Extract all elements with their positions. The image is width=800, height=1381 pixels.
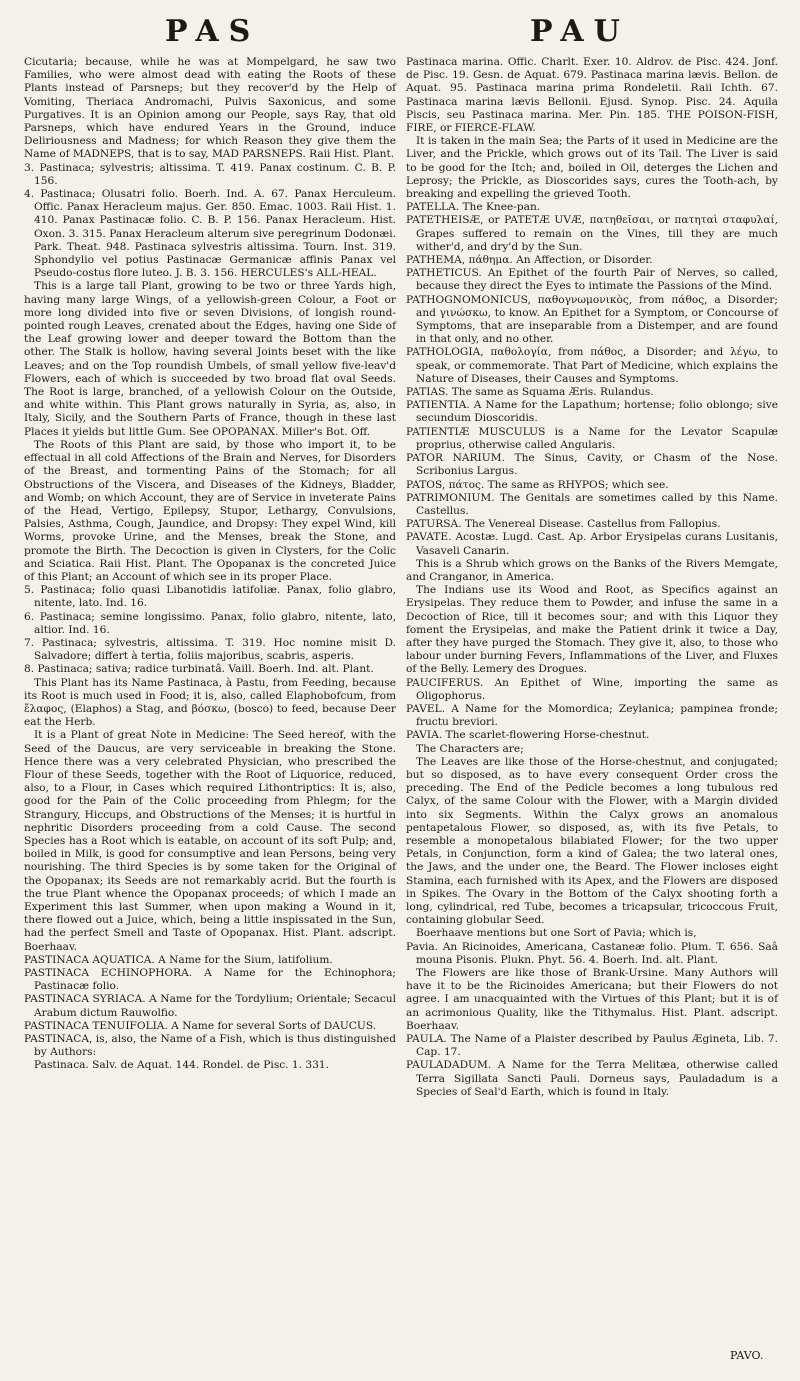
paragraph: PATHOLOGIA, παθολογία, from πάθος, a Disorder; and λέγω, to speak, or commemorate. That Part of Medicine, which explains the Nature of Diseases, their Causes and Symptoms. — [406, 346, 778, 385]
paragraph: Pastinaca marina. Offic. Charlt. Exer. 10. Aldrov. de Pisc. 424. Jonf. de Pisc. 19. Gesn. de Aquat. 679. Pastinaca marina lævis. Bellon. de Aquat. 95. Pastinaca marina prima Rondeletii. Raii Ichth. 67. Pastinaca marina lævis Bellonii. Ejusd. Synop. Pisc. 24. Aquila Piscis, seu Pastinaca marina. Mer. Pin. 185. THE POISON-FISH, FIRE, or FIERCE-FLAW. — [406, 56, 778, 135]
paragraph: The Flowers are like those of Brank-Ursine. Many Authors will have it to be the Ricinoides Americana; but their Flowers do not agree. I am unacquainted with the Virtues of this Plant; but it is of an acrimonious Quality, like the Tithymalus. Hist. Plant. adscript. Boerhaav. — [406, 967, 778, 1032]
paragraph: 6. Pastinaca; semine longissimo. Panax, folio glabro, nitente, lato, altior. Ind. 16. — [24, 610, 396, 636]
right-column — [406, 56, 778, 1099]
paragraph: PATURSA. The Venereal Disease. Castellus from Fallopius. — [406, 518, 721, 531]
paragraph: Boerhaave mentions but one Sort of Pavia; which is, — [416, 927, 697, 940]
paragraph: Pavia. An Ricinoides, Americana, Castaneæ folio. Plum. T. 656. Saâ mouna Pisonis. Plukn. Phyt. 56. 4. Boerh. Ind. alt. Plant. — [406, 940, 778, 966]
paragraph: 8. Pastinaca; sativa; radice turbinatâ. Vaill. Boerh. Ind. alt. Plant. — [24, 663, 374, 676]
paragraph: PATIENTIA. A Name for the Lapathum; hortense; folio oblongo; sive secundum Dioscoridis. — [406, 399, 778, 425]
paragraph: The Roots of this Plant are said, by those who import it, to be effectual in all cold Affections of the Brain and Nerves, for Disorders of the Breast, and tormenting Pains of the Stomach; for all Obstructions of the Viscera, and Diseases of the Kidneys, Bladder, and Womb; on which Account, they are of Service in inveterate Pains of the Head, Vertigo, Epilepsy, Stupor, Lethargy, Convulsions, Palsies, Asthma, Cough, Jaundice, and Dropsy: They expel Wind, kill Worms, provoke Urine, and the Menses, break the Stone, and promote the Birth. The Decoction is given in Clysters, for the Colic and Sciatica. Raii Hist. Plant. The Opopanax is the concreted Juice of this Plant; an Account of which see in its proper Place. — [24, 438, 396, 583]
catchword: PAVO. — [730, 1349, 764, 1362]
paragraph: PATHETICUS. An Epithet of the fourth Pair of Nerves, so called, because they direct the Eyes to intimate the Passions of the Mind. — [406, 267, 778, 293]
paragraph: This is a Shrub which grows on the Banks of the Rivers Memgate, and Cranganor, in America. — [406, 557, 778, 583]
left-column — [24, 56, 396, 1073]
paragraph: 5. Pastinaca; folio quasi Libanotidis latifoliæ. Panax, folio glabro, nitente, lato. Ind. 16. — [24, 584, 396, 610]
paragraph: This is a large tall Plant, growing to be two or three Yards high, having many large Wings, of a yellowish-green Colour, a Foot or more long divided into five or seven Divisions, of longish round-pointed rough Leaves, crenated about the Edges, having one Side of the Leaf growing lower and deeper toward the Bottom than the other. The Stalk is hollow, having several Joints beset with the like Leaves; and on the Top roundish Umbels, of small yellow five-leav'd Flowers, each of which is succeeded by two broad flat oval Seeds. The Root is large, branched, of a yellowish Colour on the Outside, and white within. This Plant grows naturally in Syria, as, also, in Italy, Sicily, and the Southern Parts of France, though in these last Places it yields but little Gum. See OPOPANAX. Miller's Bot. Off. — [24, 280, 396, 438]
paragraph: PAVIA. The scarlet-flowering Horse-chestnut. — [406, 729, 650, 742]
paragraph: PASTINACA AQUATICA. A Name for the Sium, latifolium. — [24, 953, 333, 966]
paragraph: 4. Pastinaca; Olusatri folio. Boerh. Ind. A. 67. Panax Herculeum. Offic. Panax Heracleum majus. Ger. 850. Emac. 1003. Raii Hist. 1. 410. Panax Pastinacæ folio. C. B. P. 156. Panax Heracleum. Hist. Oxon. 3. 315. Panax Heracleum alterum sive peregrinum Dodonæi. Park. Theat. 948. Pastinaca sylvestris altissima. Tourn. Inst. 319. Sphondylio vel potius Pastinacæ Germanicæ affinis Panax vel Pseudo-costus flore luteo. J. B. 3. 156. HERCULES's ALL-HEAL. — [24, 188, 396, 280]
running-head-right: PAU — [530, 14, 630, 49]
paragraph: It is taken in the main Sea; the Parts of it used in Medicine are the Liver, and the Prickle, which grows out of its Tail. The Liver is said to be good for the Itch; and, boiled in Oil, deterges the Lichen and Leprosy; the Prickle, as Dioscorides says, cures the Tooth-ach, by breaking and expelling the grieved Tooth. — [406, 135, 778, 201]
running-head-left: PAS — [165, 14, 261, 49]
paragraph: The Leaves are like those of the Horse-chestnut, and conjugated; but so disposed, as to have every consequent Order cross the preceding. The End of the Pedicle becomes a long tubulous red Calyx, of the same Colour with the Flower, with a Margin divided into six Segments. Within the Calyx grows an anomalous pentapetalous Flower, so disposed, as, with its five Petals, to resemble a monopetalous bilabiated Flower; for the two upper Petals, in Conjunction, form a kind of Galea; the two lateral ones, the Jaws, and the under one, the Beard. The Flower incloses eight Stamina, each furnished with its Apex, and the Flowers are disposed in Spikes. The Ovary in the Bottom of the Calyx shooting forth a long, cylindrical, red Tube, becomes a tricapsular, tricoccous Fruit, containing globular Seed. — [406, 755, 778, 927]
paragraph: PATIAS. The same as Squama Æris. Rulandus. — [406, 386, 654, 399]
paragraph: The Characters are; — [416, 742, 524, 755]
paragraph: PATRIMONIUM. The Genitals are sometimes called by this Name. Castellus. — [406, 491, 778, 517]
paragraph: PATETHEISÆ, or PATETÆ UVÆ, πατηθεῖσαι, or πατηταὶ σταφυλαί, Grapes suffered to remain on the Vines, till they are much wither'd, and dry'd by the Sun. — [406, 214, 778, 253]
paragraph: PASTINACA TENUIFOLIA. A Name for several Sorts of DAUCUS. — [24, 1019, 377, 1032]
paragraph: PASTINACA ECHINOPHORA. A Name for the Echinophora; Pastinacæ folio. — [24, 967, 396, 993]
paragraph: It is a Plant of great Note in Medicine: The Seed hereof, with the Seed of the Daucus, are very serviceable in breaking the Stone. Hence there was a very celebrated Physician, who prescribed the Flour of these Seeds, together with the Root of Liquorice, reduced, also, to a Flour, in Cases which required Lithontriptics: It is, also, good for the Pain of the Colic proceeding from Phlegm; for the Strangury, Hiccups, and Obstructions of the Menses; it is hurtful in nephritic Disorders proceeding from a cold Cause. The second Species has a Root which is eatable, on account of its soft Pulp; and, boiled in Milk, is good for consumptive and lean Persons, being very nourishing. The third Species is by some taken for the Original of the Opopanax; its Seeds are not remarkably acrid. But the fourth is the true Plant whence the Opopanax proceeds; of which I made an Experiment this last Summer, when upon making a Wound in it, there flowed out a Juice, which, being a little inspissated in the Sun, had the perfect Smell and Taste of Opopanax. Hist. Plant. adscript. Boerhaav. — [24, 729, 396, 953]
paragraph: PATOS, πάτος. The same as RHYPOS; which see. — [406, 478, 669, 491]
paragraph: PATHOGNOMONICUS, παθογνωμονικὸς, from πάθος, a Disorder; and γινώσκω, to know. An Epithet for a Symptom, or Concourse of Symptoms, that are inseparable from a Distemper, and are found in that only, and no other. — [406, 293, 778, 346]
paragraph: PATOR NARIUM. The Sinus, Cavity, or Chasm of the Nose. Scribonius Largus. — [406, 452, 778, 478]
paragraph: PAVATE. Acostæ. Lugd. Cast. Ap. Arbor Erysipelas curans Lusitanis, Vasaveli Canarin. — [406, 531, 778, 557]
paragraph: This Plant has its Name Pastinaca, à Pastu, from Feeding, because its Root is much used in Food; it is, also, called Elaphobofcum, from ἔλαφος, (Elaphos) a Stag, and βόσκω, (bosco) to feed, because Deer eat the Herb. — [24, 676, 396, 729]
paragraph: PAVEL. A Name for the Momordica; Zeylanica; pampinea fronde; fructu breviori. — [406, 702, 778, 729]
paragraph: The Indians use its Wood and Root, as Specifics against an Erysipelas. They reduce them to Powder, and infuse the same in a Decoction of Rice, till it becomes sour; and with this Liquor they foment the Erysipelas, and make the Patient drink it twice a Day, after they have purged the Stomach. They give it, also, to those who labour under burning Fevers, Inflammations of the Liver, and Fluxes of the Belly. Lemery des Drogues. — [406, 584, 778, 676]
paragraph: Pastinaca. Salv. de Aquat. 144. Rondel. de Pisc. 1. 331. — [34, 1059, 329, 1072]
paragraph: PASTINACA SYRIACA. A Name for the Tordylium; Orientale; Secacul Arabum dictum Rauwolfio. — [24, 993, 396, 1019]
paragraph: PATELLA. The Knee-pan. — [406, 201, 541, 214]
paragraph: PATHEMA, πάθημα. An Affection, or Disorder. — [406, 254, 653, 267]
paragraph: 3. Pastinaca; sylvestris; altissima. T. 419. Panax costinum. C. B. P. 156. — [24, 161, 396, 187]
paragraph: Cicutaria; because, while he was at Mompelgard, he saw two Families, who were almost dead with eating the Roots of these Plants instead of Parsneps; but they recover'd by the Help of Vomiting, Theriaca Andromachi, Pulvis Saxonicus, and some Purgatives. It is an Opinion among our People, says Ray, that old Parsneps, which have endured Years in the Ground, induce Deliriousness and Madness; for which Reason they give them the Name of MADNEPS, that is to say, MAD PARSNEPS. Raii Hist. Plant. — [24, 56, 396, 161]
paragraph: PATIENTIÆ MUSCULUS is a Name for the Levator Scapulæ proprius, otherwise called Angularis. — [406, 425, 778, 451]
paragraph: PAULA. The Name of a Plaister described by Paulus Æginetа, Lib. 7. Cap. 17. — [406, 1033, 778, 1059]
paragraph: PAULADADUM. A Name for the Terra Melitæa, otherwise called Terra Sigillata Sancti Pauli. Dorneus says, Pauladadum is a Species of Seal'd Earth, which is found in Italy. — [406, 1059, 778, 1098]
paragraph: PAUCIFERUS. An Epithet of Wine, importing the same as Oligophorus. — [406, 676, 778, 702]
paragraph: 7. Pastinaca; sylvestris, altissima. T. 319. Hoc nomine misit D. Salvadore; differt à tertia, foliis majoribus, scabris, asperis. — [24, 636, 396, 663]
running-head — [0, 14, 800, 54]
paragraph: PASTINACA, is, also, the Name of a Fish, which is thus distinguished by Authors: — [24, 1033, 396, 1059]
